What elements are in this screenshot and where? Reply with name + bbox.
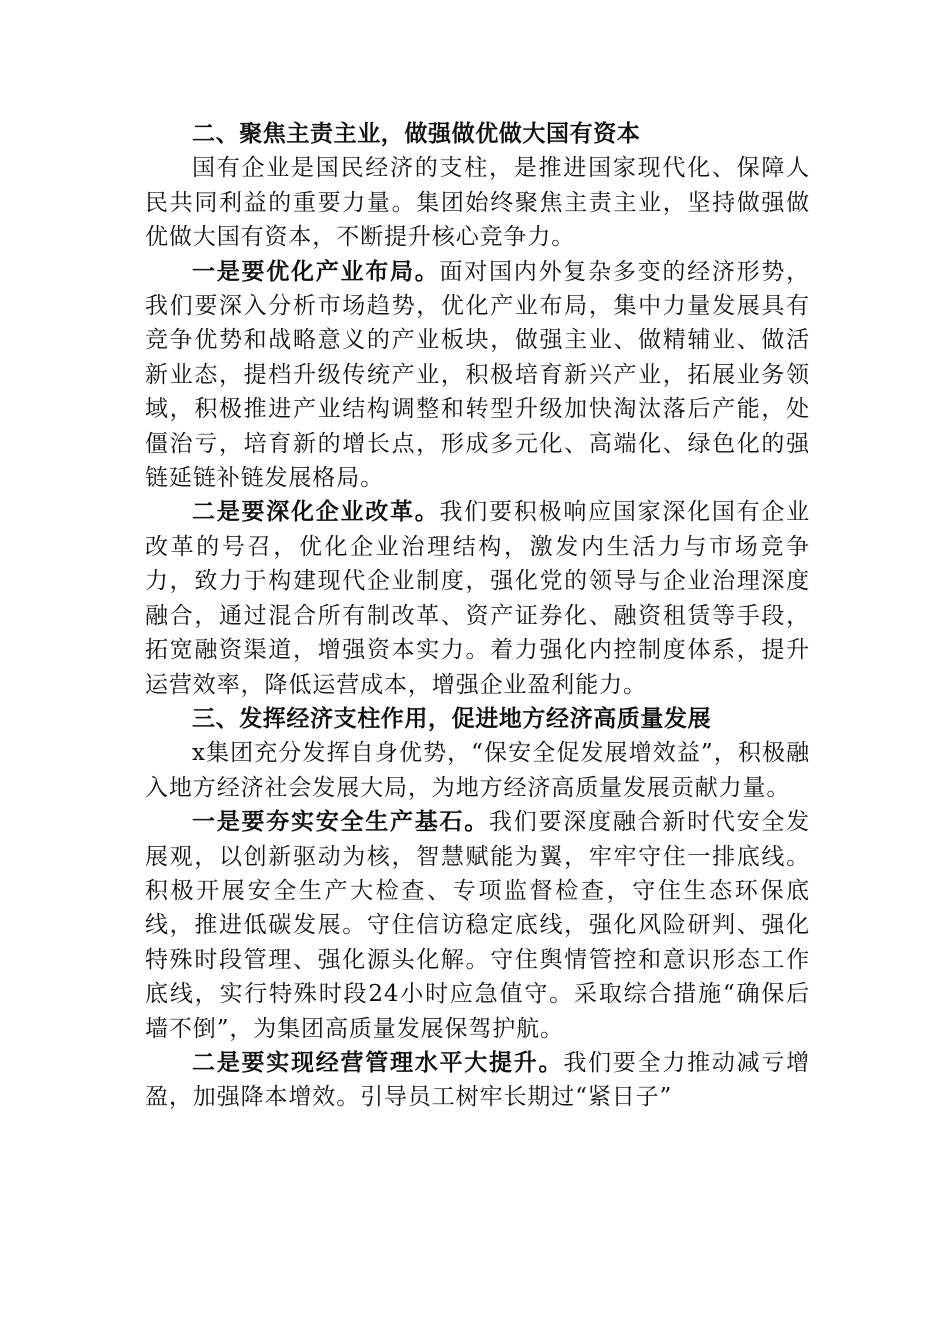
paragraph [145,805,810,1046]
paragraph-text: 面对国内外复杂多变的经济形势，我们要深入分析市场趋势，优化产业布局，集中力量发展具有竞争优势和战略意义的产业板块，做强主业、做精辅业、做活新业态，提档升级传统产业，积极培育新兴产业，拓展业务领域，积极推进产业结构调整和转型升级加快淘汰落后产能，处僵治亏，培育新的增长点，形成多元化、高端化、绿色化的强链延链补链发展格局。 [145,258,811,492]
paragraph [145,151,810,254]
section-heading: 二、聚焦主责主业，做强做优做大国有资本 [192,121,641,147]
paragraph-lead: 一是要夯实安全生产基石。 [192,808,490,836]
paragraph [145,255,810,496]
paragraph-text: 我们要积极响应国家深化国有企业改革的号召，优化企业治理结构，激发内生活力与市场竞争力，致力于构建现代企业制度，强化党的领导与企业治理深度融合，通过混合所有制改革、资产证券化、融资租赁等手段，拓宽融资渠道，增强资本实力。着力强化内控制度体系，提升运营效率，降低运营成本，增强企业盈利能力。 [145,499,811,698]
paragraph [145,1046,810,1115]
paragraph [145,495,810,701]
paragraph-lead: 一是要优化产业布局。 [192,257,440,285]
paragraph [145,736,810,805]
paragraph-text: x集团充分发挥自身优势，“保安全促发展增效益”，积极融入地方经济社会发展大局，为地方经济高质量发展贡献力量。 [145,740,810,801]
paragraph-text: 我们要全力推动减亏增盈，加强降本增效。引导员工树牢长期过“紧日子” [145,1049,811,1111]
paragraph-lead: 二是要实现经营管理水平大提升。 [192,1048,564,1076]
document-page [145,117,810,1115]
paragraph-lead: 二是要深化企业改革。 [192,498,440,526]
paragraph-text: 我们要深度融合新时代安全发展观，以创新驱动为核，智慧赋能为翼，牢牢守住一排底线。积极开展安全生产大检查、专项监督检查，守住生态环保底线，推进低碳发展。守住信访稳定底线，强化风险研判、强化特殊时段管理、强化源头化解。守住舆情管控和意识形态工作底线，实行特殊时段24小时应急值守。采取综合措施“确保后墙不倒”，为集团高质量发展保驾护航。 [145,809,810,1042]
section-heading: 三、发挥经济支柱作用，促进地方经济高质量发展 [192,705,712,732]
paragraph-text: 国有企业是国民经济的支柱，是推进国家现代化、保障人民共同利益的重要力量。集团始终聚焦主责主业，坚持做强做优做大国有资本，不断提升核心竞争力。 [145,155,810,251]
